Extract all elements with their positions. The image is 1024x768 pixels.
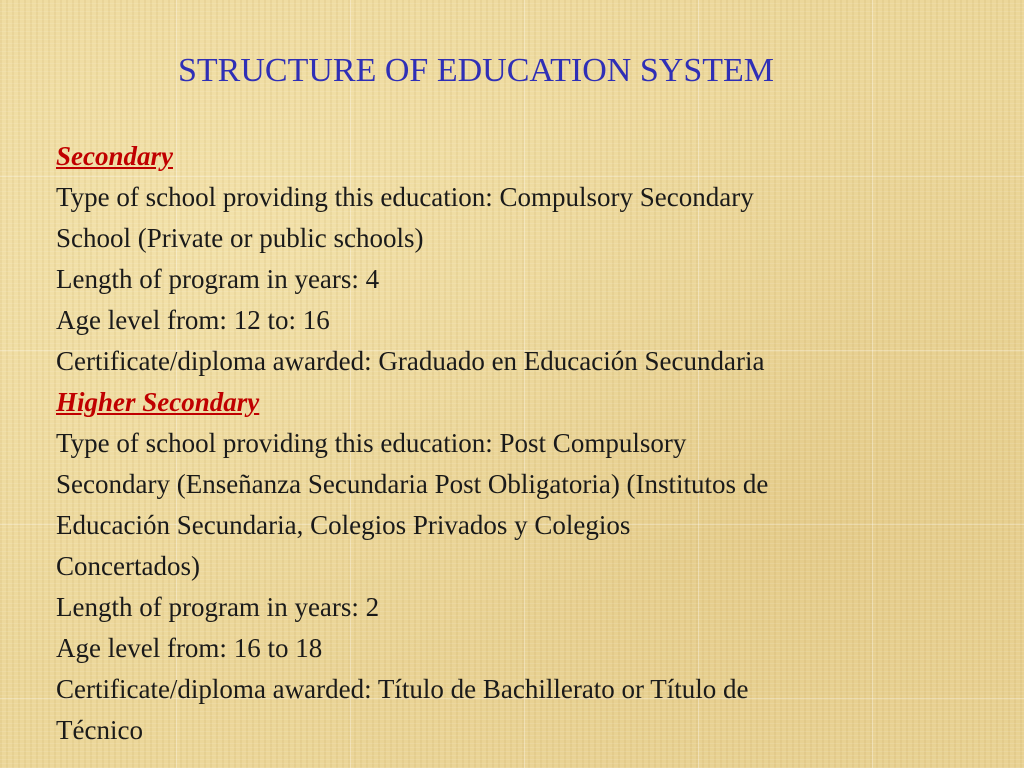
slide-content: [56, 136, 976, 751]
slide-title: STRUCTURE OF EDUCATION SYSTEM: [178, 52, 774, 89]
secondary-heading: Secondary: [56, 141, 173, 171]
secondary-school-type: Type of school providing this education: Compulsory Secondary: [56, 182, 754, 212]
higher-secondary-school-type-cont: Concertados): [56, 551, 200, 581]
secondary-program-length: Length of program in years: 4: [56, 264, 380, 294]
higher-secondary-heading: Higher Secondary: [56, 387, 260, 417]
higher-secondary-school-type: Type of school providing this education: Post Compulsory: [56, 428, 687, 458]
higher-secondary-age-level: Age level from: 16 to 18: [56, 633, 323, 663]
higher-secondary-program-length: Length of program in years: 2: [56, 592, 380, 622]
higher-secondary-certificate: Certificate/diploma awarded: Título de Bachillerato or Título de: [56, 674, 749, 704]
higher-secondary-school-type-cont: Secondary (Enseñanza Secundaria Post Obligatoria) (Institutos de: [56, 469, 769, 499]
secondary-age-level: Age level from: 12 to: 16: [56, 305, 330, 335]
secondary-certificate: Certificate/diploma awarded: Graduado en Educación Secundaria: [56, 346, 765, 376]
higher-secondary-certificate-cont: Técnico: [56, 715, 143, 745]
secondary-school-type-cont: School (Private or public schools): [56, 223, 424, 253]
higher-secondary-school-type-cont: Educación Secundaria, Colegios Privados y Colegios: [56, 510, 631, 540]
